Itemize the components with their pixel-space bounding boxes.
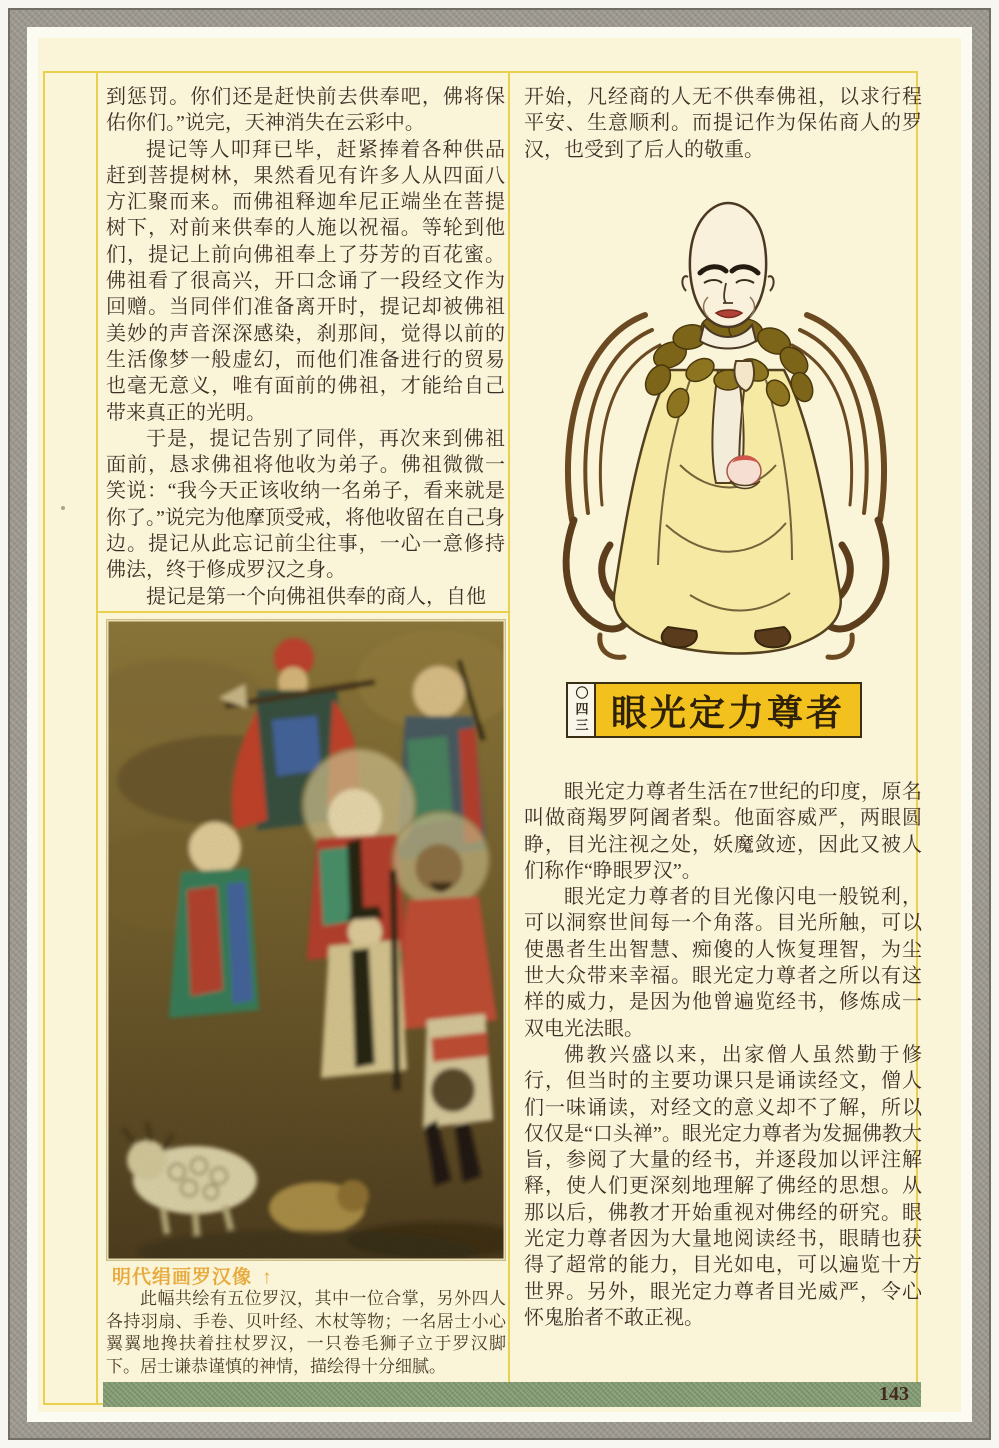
paragraph: 开始，凡经商的人无不供奉佛祖，以求行程平安、生意顺利。而提记作为保佑商人的罗汉，也受到了后人的敬重。: [524, 86, 922, 161]
paragraph: 眼光定力尊者生活在7世纪的印度，原名叫做商羯罗阿阇者梨。他面容威严，两眼圆睁，目光注视之处，妖魔敛迹，因此又被人们称作“睁眼罗汉”。: [524, 781, 922, 882]
paragraph: 眼光定力尊者的目光像闪电一般锐利，可以洞察世间每一个角落。目光所触，可以使愚者生出智慧、痴傻的人恢复理智，为尘世大众带来幸福。眼光定力尊者之所以有这样的威力，是因为他曾遍览经书，修炼成一双电光法眼。: [524, 886, 922, 1040]
section-number-cell: [568, 684, 596, 736]
section-title-cell: [596, 684, 860, 736]
painting-caption: [106, 1288, 506, 1378]
section-title: 眼光定力尊者: [610, 692, 845, 733]
footer-green-bar: [103, 1382, 921, 1407]
painting-caption-label: [112, 1262, 273, 1289]
section-title-box: [566, 682, 862, 738]
peach: [727, 456, 761, 489]
left-column: [106, 84, 505, 610]
arhat-figure: [614, 203, 841, 654]
right-column: [524, 779, 922, 1331]
arhat-line-illustration: [540, 165, 912, 665]
caption-label-text: 明代绢画罗汉像: [112, 1267, 253, 1288]
left-margin-rule: [96, 71, 98, 1405]
paragraph: 提记是第一个向佛祖供奉的商人，自他: [146, 585, 486, 608]
paragraph: 佛教兴盛以来，出家僧人虽然勤于修行，但当时的主要功课只是诵读经文，僧人们一味诵读，对经文的意义却不了解，所以仅仅是“口头禅”。眼光定力尊者为发掘佛教大旨，参阅了大量的经书，并逐段加以评注解释，使人们更深刻地理解了佛经的思想。从那以后，佛教才开始重视对佛经的研究。眼光定力尊者因为大量地阅读经书，眼睛也获得了超常的能力，目光如电，可以遍览十方世界。另外，眼光定力尊者目光威严，令心怀鬼胎者不敢正视。: [524, 1043, 922, 1329]
right-column-intro: [524, 84, 922, 163]
margin-dot: [61, 506, 65, 510]
up-arrow-icon: ↑: [262, 1267, 273, 1288]
painting-top-rule: [96, 611, 510, 613]
paragraph: 于是，提记告别了同伴，再次来到佛祖面前，恳求佛祖将他收为弟子。佛祖微微一笑说：“我今天正该收纳一名弟子，看来就是你了。”说完为他摩顶受戒，将他收留在自己身边。提记从此忘记前尘往事，一心一意修持佛法，终于修成罗汉之身。: [106, 427, 505, 582]
column-divider-rule: [508, 71, 510, 1382]
page-number: 143: [879, 1383, 909, 1405]
ming-silk-painting: [107, 620, 505, 1260]
section-number: 〇四三: [573, 686, 589, 734]
caption-text: 此幅共绘有五位罗汉，其中一位合掌，另外四人各持羽扇、手卷、贝叶经、木杖等物；一名居士小心翼翼地搀扶着拄杖罗汉，一只卷毛狮子立于罗汉脚下。居士谦恭谨慎的神情，描绘得十分细腻。: [106, 1289, 506, 1377]
paragraph: 提记等人叩拜已毕，赶紧捧着各种供品赶到菩提树林，果然看见有许多人从四面八方汇聚而来。而佛祖释迦牟尼正端坐在菩提树下，对前来供奉的人施以祝福。等轮到他们，提记上前向佛祖奉上了芬芳的百花蜜。佛祖看了很高兴，开口念诵了一段经文作为回赠。当同伴们准备离开时，提记却被佛祖美妙的声音深深感染，刹那间，觉得以前的生活像梦一般虚幻，而他们准备进行的贸易也毫无意义，唯有面前的佛祖，才能给自己带来真正的光明。: [106, 138, 505, 424]
paragraph: 到惩罚。你们还是赶快前去供奉吧，佛将保佑你们。”说完，天神消失在云彩中。: [106, 86, 505, 135]
